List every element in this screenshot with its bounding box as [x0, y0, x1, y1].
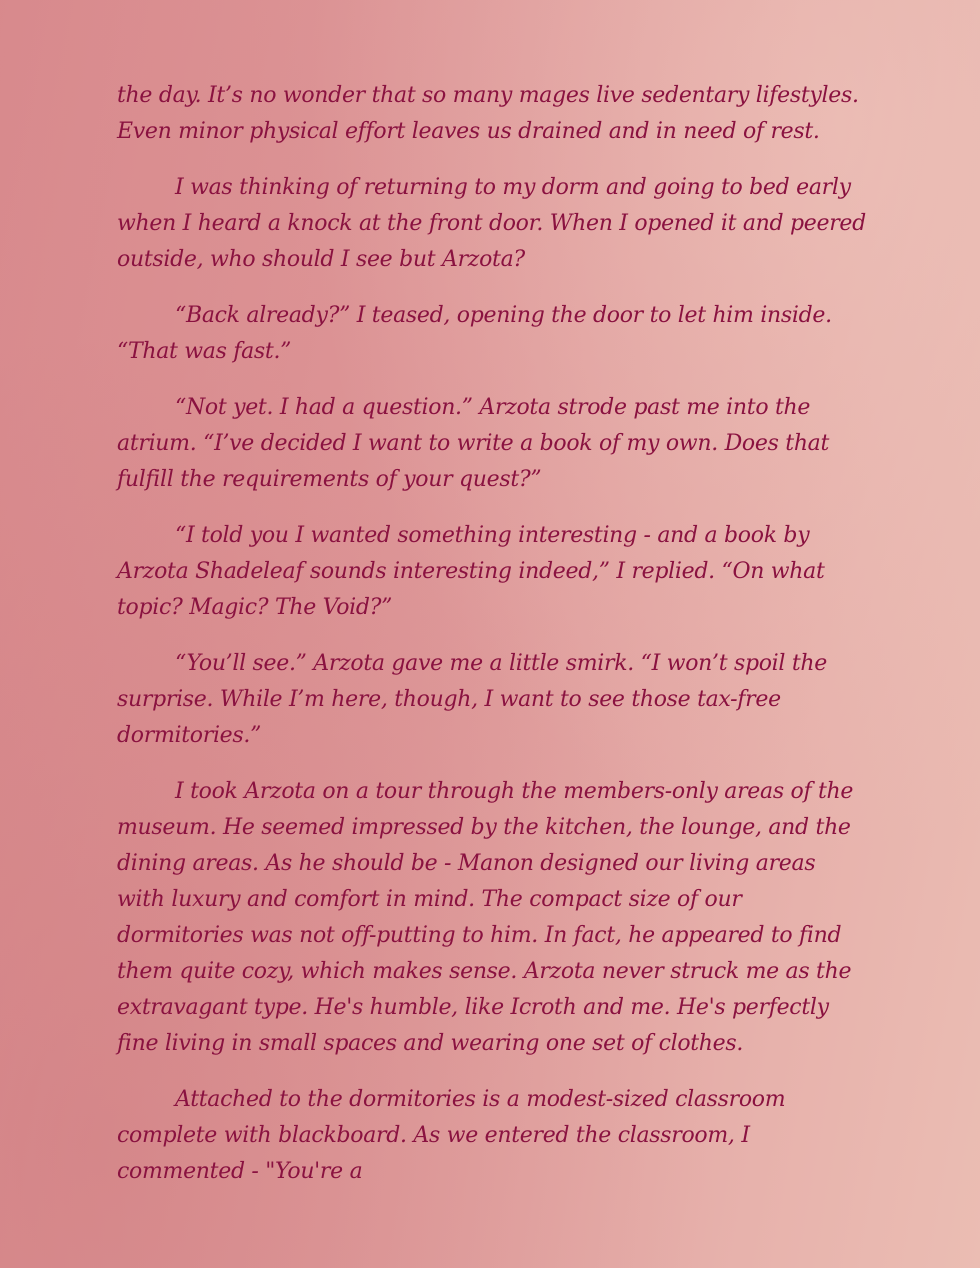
paragraph-7: I took Arzota on a tour through the members-only areas of the museum. He seemed impressed by the kitchen, the lounge, and the dining areas. As he should be - Manon designed our living areas with luxury and comfort in mind. The compact size of our dormitories was not off-putting to him. In fact, he appeared to find them quite cozy, which makes sense. Arzota never struck me as the extravagant type. He's humble, like Icroth and me. He's perfectly fine living in small spaces and wearing one set of clothes.: [117, 779, 854, 1056]
paragraph-2: I was thinking of returning to my dorm and going to bed early when I heard a knock at the front door. When I opened it and peered outside, who should I see but Arzota?: [117, 175, 866, 272]
paragraph-3: “Back already?” I teased, opening the door to let him inside. “That was fast.”: [117, 303, 832, 364]
paragraph-5: “I told you I wanted something interesting - and a book by Arzota Shadeleaf sounds interesting indeed,” I replied. “On what topic? Magic? The Void?”: [117, 523, 825, 620]
paragraph-4: “Not yet. I had a question.” Arzota strode past me into the atrium. “I’ve decided I want to write a book of my own. Does that fulfill the requirements of your quest?”: [117, 395, 830, 492]
paragraph-6: “You’ll see.” Arzota gave me a little smirk. “I won’t spoil the surprise. While I’m here, though, I want to see those tax-free dormitories.”: [117, 651, 827, 748]
paragraph-1: the day. It’s no wonder that so many mages live sedentary lifestyles. Even minor physical effort leaves us drained and in need of rest.: [117, 83, 859, 144]
paragraph-8: Attached to the dormitories is a modest-sized classroom complete with blackboard. As we entered the classroom, I commented - "You're a: [117, 1087, 786, 1184]
story-page: [117, 78, 869, 1210]
